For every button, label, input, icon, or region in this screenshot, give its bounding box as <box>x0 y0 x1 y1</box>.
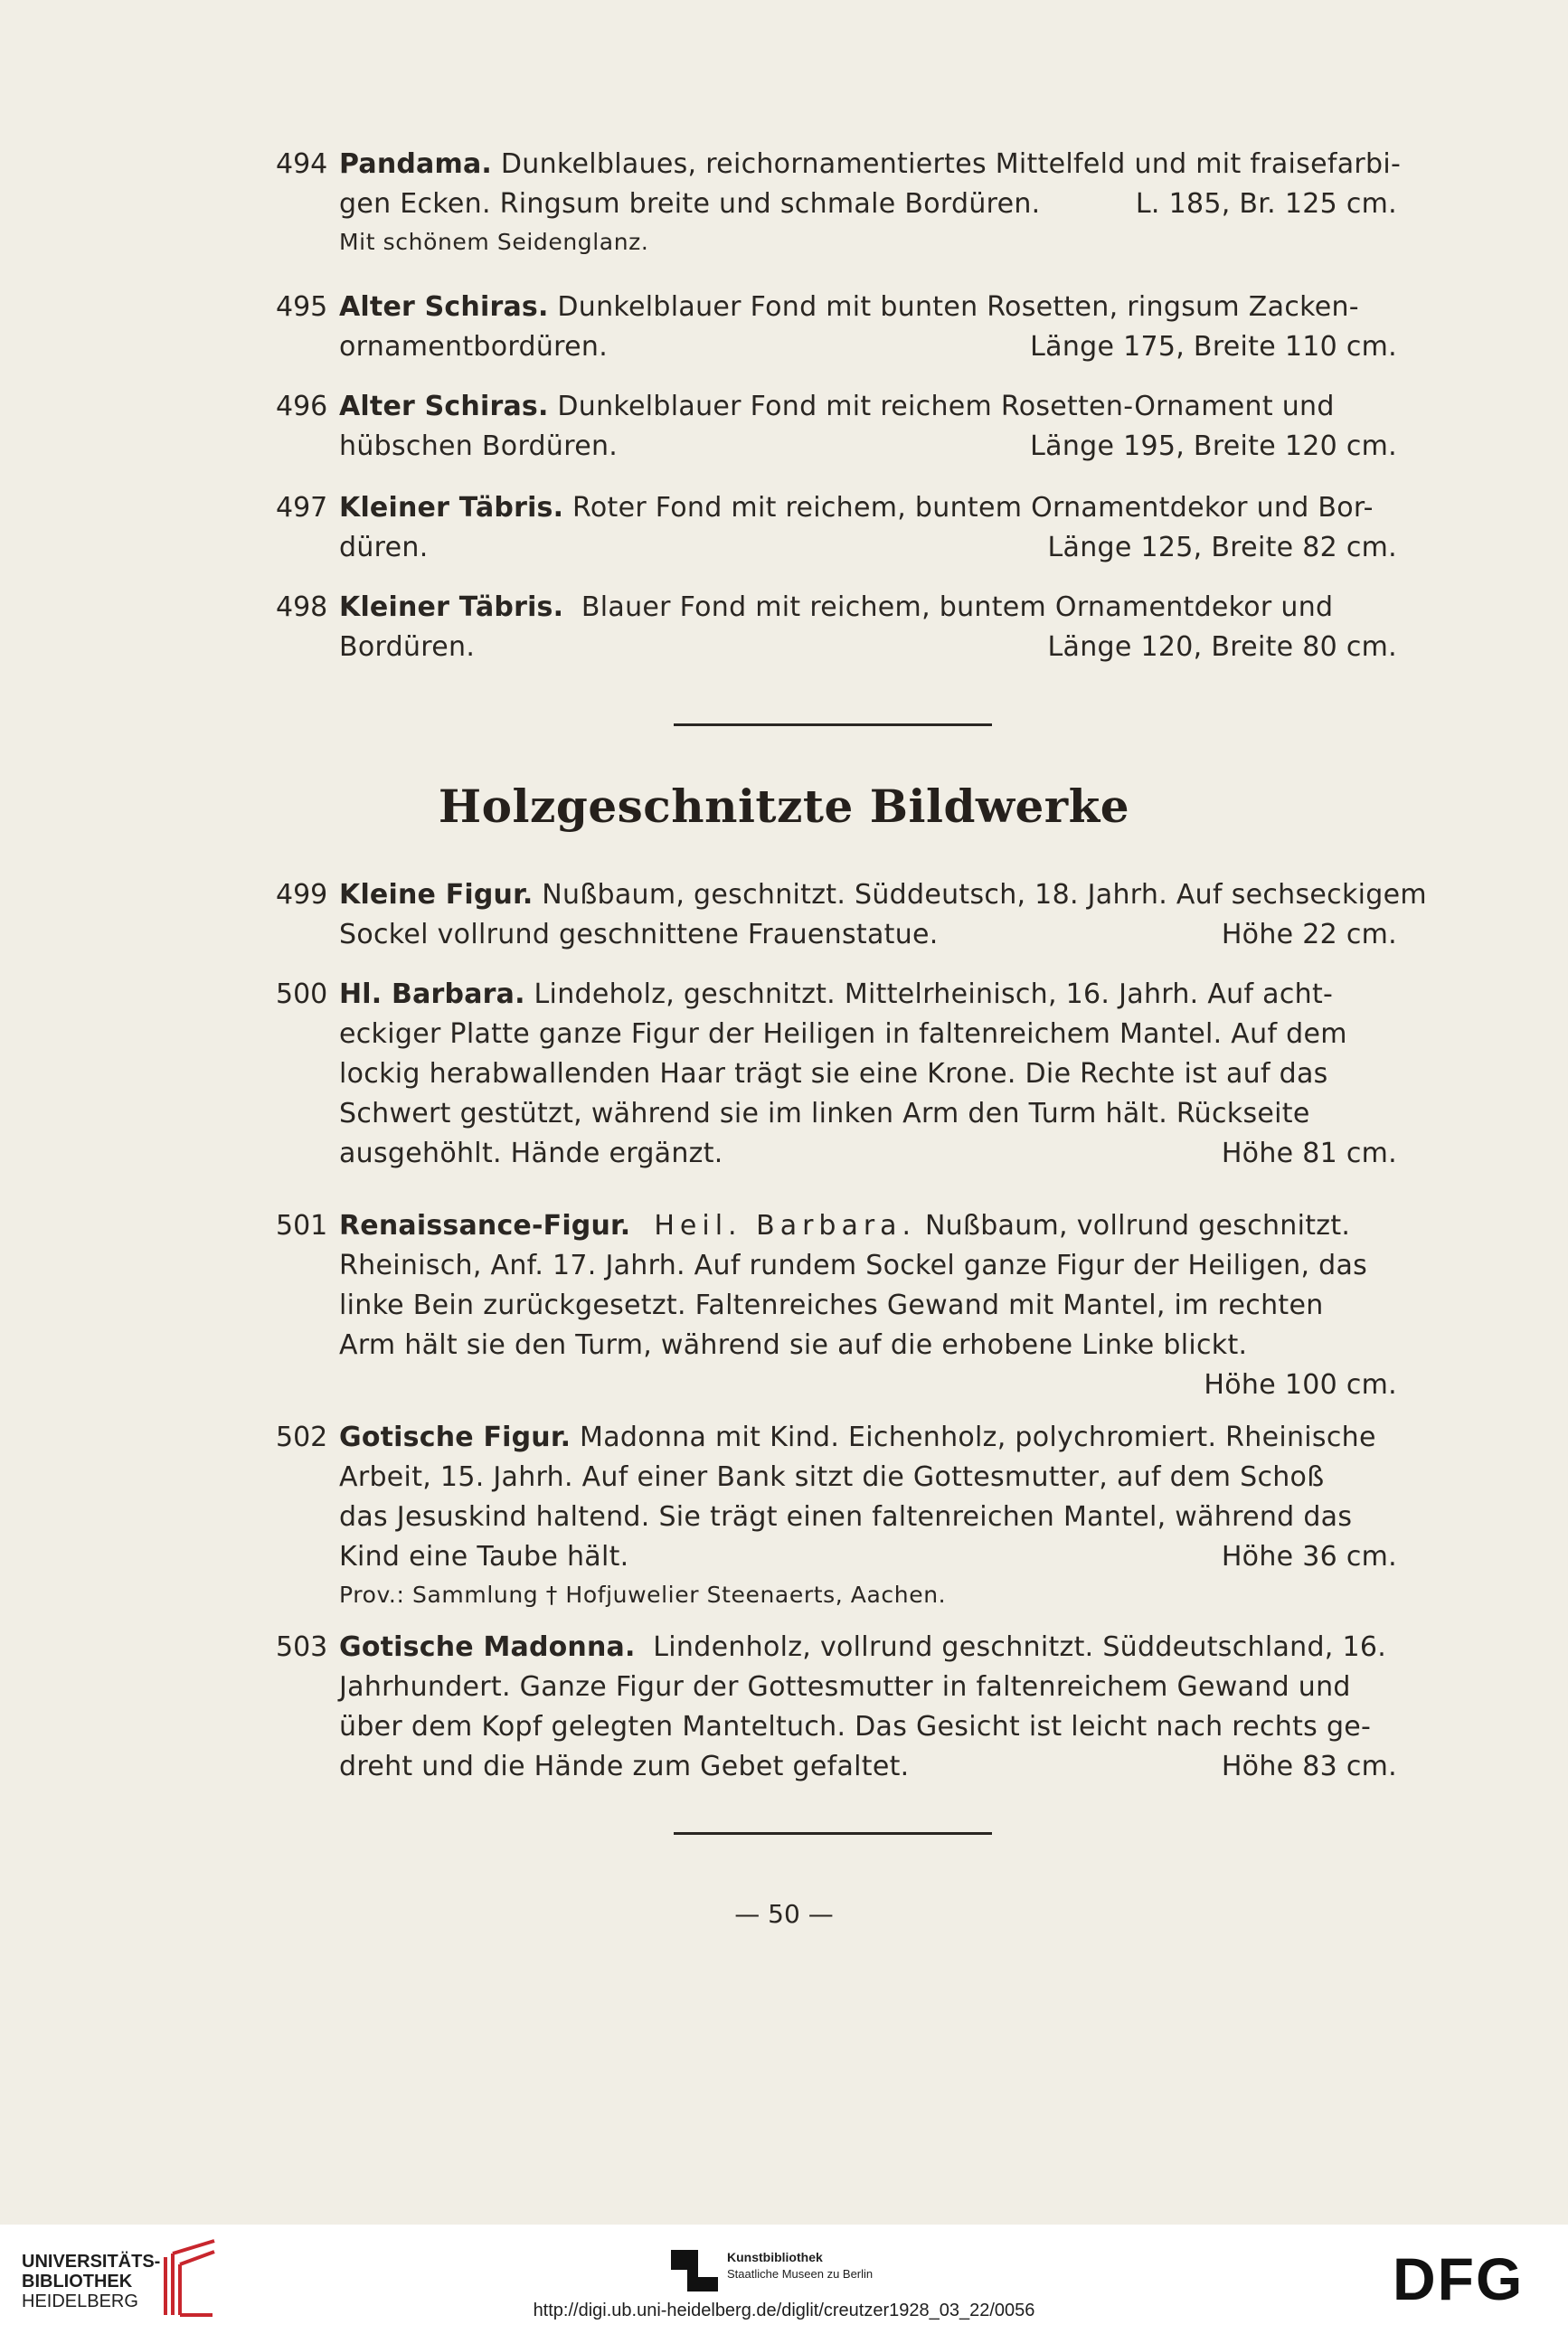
uni-line1: UNIVERSITÄTS- <box>22 2252 161 2272</box>
entry-line <box>339 628 1397 667</box>
entry-text: Bordüren. <box>339 631 476 663</box>
entry-text: lockig herabwallenden Haar trägt sie eine Krone. Die Rechte ist auf das <box>339 1058 1328 1090</box>
entry-line <box>339 1747 1397 1787</box>
entry-text: Kind eine Taube hält. <box>339 1541 629 1573</box>
entry-title: Alter Schiras. <box>339 391 549 422</box>
entry-text: ornamentbordüren. <box>339 331 609 363</box>
entry-line <box>339 1668 1397 1707</box>
entry-body <box>339 1206 1397 1401</box>
entry-body <box>339 588 1397 667</box>
entry-text: Arm hält sie den Turm, während sie auf die erhobene Linke blickt. <box>339 1329 1248 1361</box>
entry-line <box>339 1206 1397 1246</box>
entry-text: Lindenholz, vollrund geschnitzt. Süddeutschland, 16. <box>635 1631 1387 1663</box>
entry-number: 499 <box>276 879 328 911</box>
entry-line <box>339 1054 1397 1094</box>
entry-dimensions: Länge 175, Breite 110 cm. <box>1030 331 1397 363</box>
entry-text: Schwert gestützt, während sie im linken Arm den Turm hält. Rückseite <box>339 1098 1310 1129</box>
entry-text: Madonna mit Kind. Eichenholz, polychromiert. Rheinische <box>571 1422 1376 1453</box>
entry-title: Kleiner Täbris. <box>339 591 564 623</box>
uni-line3: HEIDELBERG <box>22 2291 138 2311</box>
catalog-entry <box>276 1628 1397 1787</box>
entry-body <box>339 1418 1397 1613</box>
entry-text: Lindeholz, geschnitzt. Mittelrheinisch, 16. Jahrh. Auf acht- <box>524 978 1334 1010</box>
entry-text: gen Ecken. Ringsum breite und schmale Bordüren. <box>339 188 1041 220</box>
entry-text: Roter Fond mit reichem, buntem Ornamentdekor und Bor- <box>563 492 1374 524</box>
entry-line <box>339 588 1397 628</box>
entry-text: Blauer Fond mit reichem, buntem Ornamentdekor und <box>563 591 1334 623</box>
entry-text: düren. <box>339 532 429 563</box>
entry-text: linke Bein zurückgesetzt. Faltenreiches Gewand mit Mantel, im rechten <box>339 1290 1324 1321</box>
catalog-entry <box>276 288 1397 367</box>
entry-body <box>339 488 1397 568</box>
uni-line2: BIBLIOTHEK <box>22 2272 133 2291</box>
entry-line <box>339 1134 1397 1174</box>
entry-line <box>339 1498 1397 1537</box>
entry-dimensions: Höhe 81 cm. <box>1221 1138 1397 1169</box>
entry-note: Prov.: Sammlung † Hofjuwelier Steenaerts, Aachen. <box>339 1582 947 1608</box>
entry-line <box>339 1628 1397 1668</box>
entry-number: 494 <box>276 148 328 180</box>
entry-title: Kleiner Täbris. <box>339 492 564 524</box>
entry-title: Pandama. <box>339 148 493 180</box>
entry-number: 496 <box>276 391 328 422</box>
catalog-entry <box>276 387 1397 467</box>
entry-text: eckiger Platte ganze Figur der Heiligen in faltenreichem Mantel. Auf dem <box>339 1018 1347 1050</box>
entry-line <box>339 488 1397 528</box>
entry-number: 500 <box>276 978 328 1010</box>
entry-line <box>339 184 1397 224</box>
entry-line <box>339 327 1397 367</box>
entry-text: Dunkelblaues, reichornamentiertes Mittelfeld und mit fraisefarbi- <box>492 148 1402 180</box>
entry-text: über dem Kopf gelegten Manteltuch. Das Gesicht ist leicht nach rechts ge- <box>339 1711 1372 1743</box>
entry-title: Alter Schiras. <box>339 291 549 323</box>
entry-dimensions: Höhe 83 cm. <box>1221 1751 1397 1782</box>
entry-text: das Jesuskind haltend. Sie trägt einen faltenreichen Mantel, während das <box>339 1501 1353 1533</box>
entry-number: 503 <box>276 1631 328 1663</box>
entry-dimensions: Höhe 36 cm. <box>1221 1541 1397 1573</box>
entry-text: Dunkelblauer Fond mit reichem Rosetten-Ornament und <box>548 391 1335 422</box>
entry-line <box>339 288 1397 327</box>
kunstbibliothek-logo-icon <box>671 2250 718 2291</box>
entry-text: ausgehöhlt. Hände ergänzt. <box>339 1138 723 1169</box>
entry-line <box>339 387 1397 427</box>
entry-line <box>339 1326 1397 1365</box>
entry-body <box>339 387 1397 467</box>
entry-line <box>339 1458 1397 1498</box>
entry-number: 502 <box>276 1422 328 1453</box>
entry-title: Kleine Figur. <box>339 879 534 911</box>
entry-text: Arbeit, 15. Jahrh. Auf einer Bank sitzt die Gottesmutter, auf dem Schoß <box>339 1461 1325 1493</box>
entry-body <box>339 1628 1397 1787</box>
entry-title: Gotische Figur. <box>339 1422 571 1453</box>
catalog-entry <box>276 145 1402 260</box>
catalog-entry <box>276 588 1397 667</box>
entry-dimensions: Länge 195, Breite 120 cm. <box>1030 430 1397 462</box>
catalog-entry <box>276 875 1427 955</box>
digitization-footer <box>0 2225 1568 2334</box>
entry-text: Nußbaum, geschnitzt. Süddeutsch, 18. Jahrh. Auf sechseckigem <box>533 879 1427 911</box>
entry-note: Mit schönem Seidenglanz. <box>339 229 649 255</box>
dfg-logo: DFG <box>1393 2245 1525 2312</box>
kb-title: Kunstbibliothek <box>727 2250 823 2264</box>
entry-line <box>339 1418 1397 1458</box>
entry-line <box>339 915 1397 955</box>
kb-subtitle: Staatliche Museen zu Berlin <box>727 2267 874 2281</box>
entry-number: 495 <box>276 291 328 323</box>
entry-body <box>339 875 1427 955</box>
entry-line <box>339 1537 1397 1577</box>
page-number: — 50 — <box>734 1899 834 1929</box>
entry-text: Dunkelblauer Fond mit bunten Rosetten, ringsum Zacken- <box>548 291 1359 323</box>
source-url[interactable]: http://digi.ub.uni-heidelberg.de/diglit/creutzer1928_03_22/0056 <box>533 2301 1035 2320</box>
entry-dimensions: Länge 125, Breite 82 cm. <box>1047 532 1397 563</box>
catalog-entry <box>276 1206 1397 1405</box>
entry-number: 498 <box>276 591 328 623</box>
catalog-entry <box>276 975 1397 1174</box>
entry-text: Rheinisch, Anf. 17. Jahrh. Auf rundem Sockel ganze Figur der Heiligen, das <box>339 1250 1368 1281</box>
section-divider-bottom <box>674 1832 992 1835</box>
entry-dimensions: Höhe 22 cm. <box>1221 919 1397 950</box>
entry-line <box>339 1015 1397 1054</box>
entry-body <box>339 145 1402 260</box>
section-divider-top <box>674 723 992 726</box>
entry-title: Gotische Madonna. <box>339 1631 636 1663</box>
entry-body <box>339 975 1397 1174</box>
entry-line <box>339 1707 1397 1747</box>
entry-line <box>339 427 1397 467</box>
entry-number: 497 <box>276 492 328 524</box>
entry-text: Sockel vollrund geschnittene Frauenstatue. <box>339 919 939 950</box>
entry-line <box>339 1286 1397 1326</box>
entry-line <box>339 1246 1397 1286</box>
entry-line <box>339 1094 1397 1134</box>
section-heading: Holzgeschnitzte Bildwerke <box>438 780 1130 833</box>
entry-dimensions: Länge 120, Breite 80 cm. <box>1047 631 1397 663</box>
entry-text: dreht und die Hände zum Gebet gefaltet. <box>339 1751 910 1782</box>
entry-line <box>339 975 1397 1015</box>
entry-number: 501 <box>276 1210 328 1242</box>
entry-line <box>339 145 1402 184</box>
entry-text: Nußbaum, vollrund geschnitzt. <box>916 1210 1351 1242</box>
catalog-entry <box>276 1418 1397 1613</box>
entry-body <box>339 288 1397 367</box>
entry-title: Hl. Barbara. <box>339 978 525 1010</box>
entry-line <box>339 875 1427 915</box>
entry-text: Jahrhundert. Ganze Figur der Gottesmutter in faltenreichem Gewand und <box>339 1671 1351 1703</box>
entry-line <box>339 528 1397 568</box>
entry-dimensions: L. 185, Br. 125 cm. <box>1135 188 1397 220</box>
entry-dimensions: Höhe 100 cm. <box>1204 1369 1397 1401</box>
entry-spaced-name: Heil. Barbara. <box>654 1210 917 1242</box>
entry-text: hübschen Bordüren. <box>339 430 619 462</box>
catalog-entry <box>276 488 1397 568</box>
entry-title: Renaissance-Figur. <box>339 1210 631 1242</box>
